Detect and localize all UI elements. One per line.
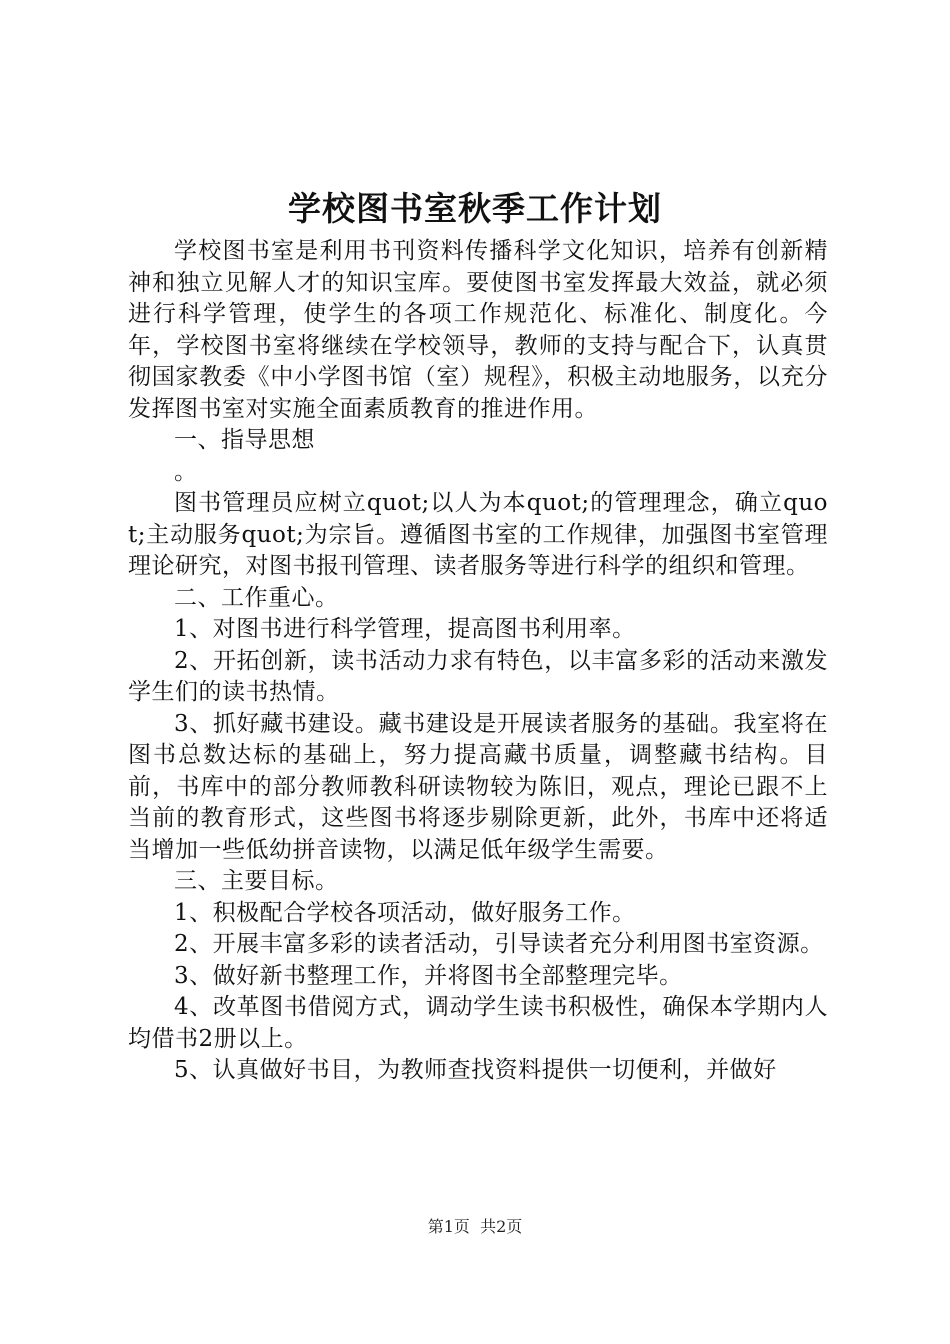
work-focus-item-2: 2、开拓创新，读书活动力求有特色，以丰富多彩的活动来激发学生们的读书热情。 [128,647,828,705]
section-heading-main-goals: 三、主要目标。 [174,868,339,894]
section-heading-work-focus: 二、工作重心。 [174,584,339,611]
section-heading-guiding-thought: 一、指导思想 [174,427,315,453]
main-goals-item-5: 5、认真做好书目，为教师查找资料提供一切便利，并做好 [174,1057,777,1083]
main-goals-item-1: 1、积极配合学校各项活动，做好服务工作。 [174,899,636,926]
main-goals-item-4: 4、改革图书借阅方式，调动学生读书积极性，确保本学期内人均借书2册以上。 [128,994,828,1052]
intro-paragraph: 学校图书室是利用书刊资料传播科学文化知识，培养有创新精神和独立见解人才的知识宝库。要使图书室发挥最大效益，就必须进行科学管理，使学生的各项工作规范化、标准化、制度化。今年，学校图书室将继续在学校领导，教师的支持与配合下，认真贯彻国家教委《中小学图书馆（室）规程》，积极主动地服务，以充分发挥图书室对实施全面素质教育的推进作用。 [128,238,828,422]
document-title: 学校图书室秋季工作计划 [288,189,662,228]
main-goals-item-3: 3、做好新书整理工作，并将图书全部整理完毕。 [174,962,683,989]
stray-period-line: 。 [174,458,198,485]
page-footer [0,1215,950,1239]
page-number: 第1页 [427,1217,470,1236]
main-goals-item-2: 2、开展丰富多彩的读者活动，引导读者充分利用图书室资源。 [174,931,824,957]
document-body [128,236,828,1087]
work-focus-item-3: 3、抓好藏书建设。藏书建设是开展读者服务的基础。我室将在图书总数达标的基础上，努力提高藏书质量，调整藏书结构。目前，书库中的部分教师教科研读物较为陈旧，观点，理论已跟不上当前的教育形式，这些图书将逐步剔除更新，此外，书库中还将适当增加一些低幼拼音读物，以满足低年级学生需要。 [128,710,828,863]
work-focus-item-1: 1、对图书进行科学管理，提高图书利用率。 [174,616,636,642]
guiding-thought-paragraph: 图书管理员应树立quot;以人为本quot;的管理理念，确立quot;主动服务quot;为宗旨。遵循图书室的工作规律，加强图书室管理理论研究，对图书报刊管理、读者服务等进行科学的组织和管理。 [128,490,828,579]
page-total: 共2页 [480,1217,523,1236]
